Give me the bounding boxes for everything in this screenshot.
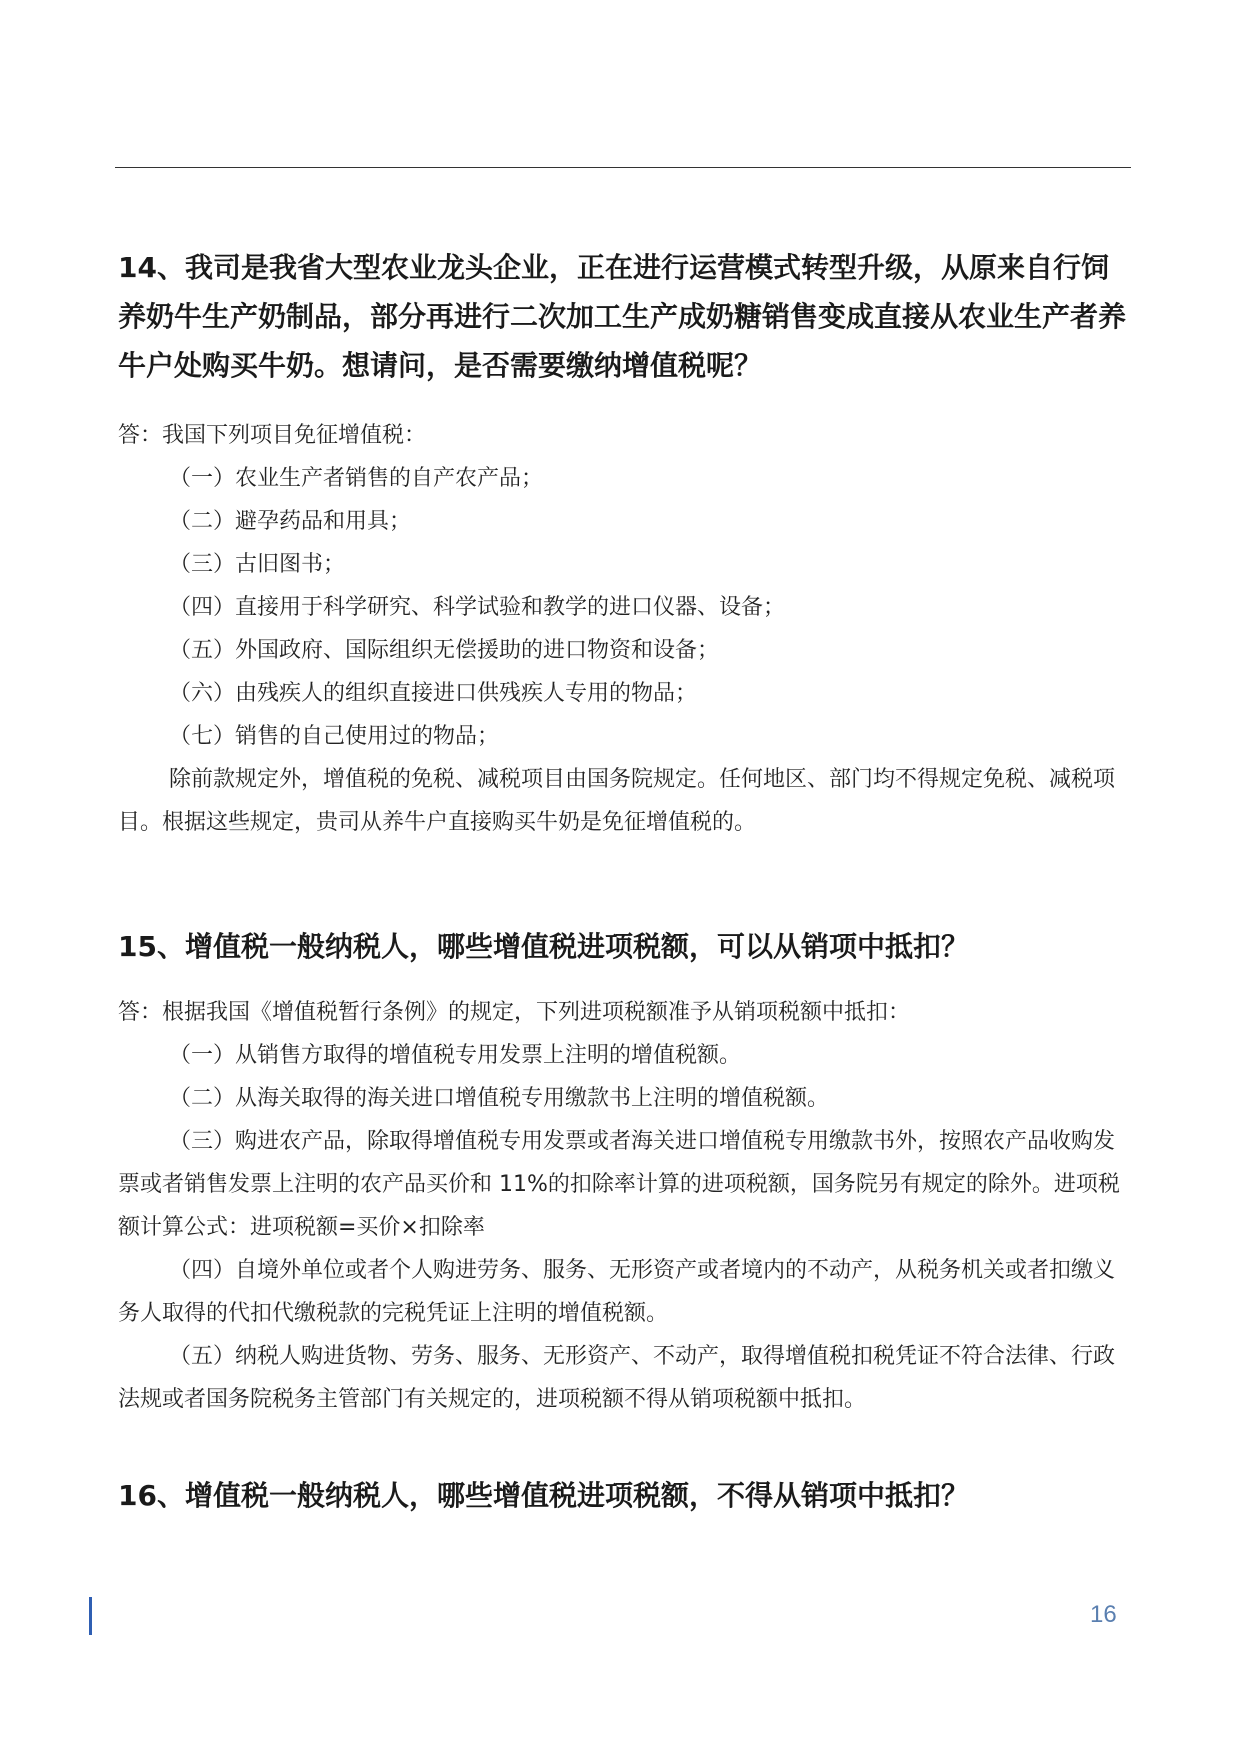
header-rule [115,167,1131,168]
list-item: （三）古旧图书； [169,552,346,577]
list-item: （一）农业生产者销售的自产农产品； [169,466,544,491]
question-15-answer-intro: 答：根据我国《增值税暂行条例》的规定，下列进项税额准予从销项税额中抵扣： [118,1000,911,1025]
list-item: （二）从海关取得的海关进口增值税专用缴款书上注明的增值税额。 [169,1086,830,1111]
question-16-title: 16、增值税一般纳税人，哪些增值税进项税额，不得从销项中抵扣？ [118,1479,969,1512]
list-item: （五）外国政府、国际组织无偿援助的进口物资和设备； [169,638,720,663]
question-15 [118,922,1130,1421]
question-16 [118,1471,1130,1520]
document-body [118,243,1130,1520]
question-14-closing: 除前款规定外，增值税的免税、减税项目由国务院规定。任何地区、部门均不得规定免税、减税项目。根据这些规定，贵司从养牛户直接购买牛奶是免征增值税的。 [118,767,1116,835]
list-paragraph: （五）纳税人购进货物、劳务、服务、无形资产、不动产，取得增值税扣税凭证不符合法律、行政法规或者国务院税务主管部门有关规定的，进项税额不得从销项税额中抵扣。 [118,1344,1116,1412]
list-item: （六）由残疾人的组织直接进口供残疾人专用的物品； [169,681,698,706]
list-item: （四）直接用于科学研究、科学试验和教学的进口仪器、设备； [169,595,786,620]
list-paragraph: （三）购进农产品，除取得增值税专用发票或者海关进口增值税专用缴款书外，按照农产品收购发票或者销售发票上注明的农产品买价和 11%的扣除率计算的进项税额，国务院另有规定的除外。进项税额计算公式：进项税额=买价×扣除率 [118,1129,1120,1240]
list-item: （二）避孕药品和用具； [169,509,412,534]
page-marker-bar [89,1597,92,1635]
list-item: （七）销售的自己使用过的物品； [169,724,500,749]
question-14-answer-intro: 答：我国下列项目免征增值税： [118,423,427,448]
list-item: （一）从销售方取得的增值税专用发票上注明的增值税额。 [169,1043,742,1068]
question-15-title: 15、增值税一般纳税人，哪些增值税进项税额，可以从销项中抵扣？ [118,930,969,963]
list-paragraph: （四）自境外单位或者个人购进劳务、服务、无形资产或者境内的不动产，从税务机关或者扣缴义务人取得的代扣代缴税款的完税凭证上注明的增值税额。 [118,1258,1116,1326]
page-number: 16 [1090,1601,1117,1628]
question-14 [118,243,1130,844]
question-14-title: 14、我司是我省大型农业龙头企业，正在进行运营模式转型升级，从原来自行饲养奶牛生产奶制品，部分再进行二次加工生产成奶糖销售变成直接从农业生产者养牛户处购买牛奶。想请问，是否需要缴纳增值税呢？ [118,251,1127,382]
